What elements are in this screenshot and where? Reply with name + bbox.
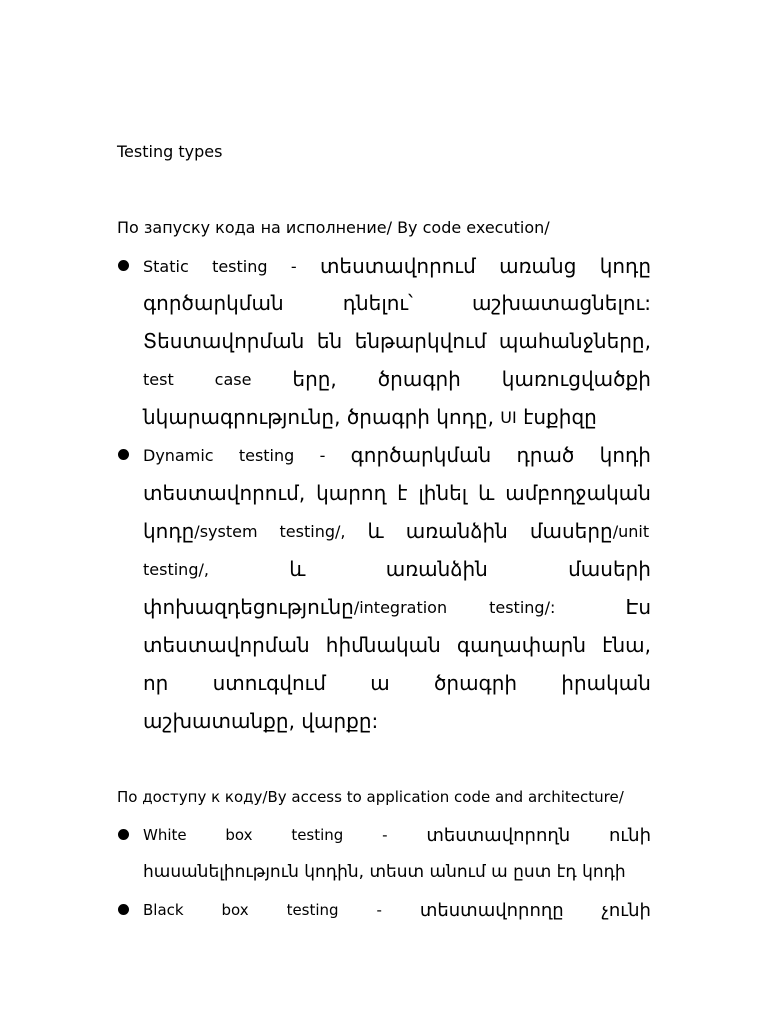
word: Black: [143, 901, 184, 919]
word: են: [316, 329, 343, 353]
word: testing/,: [143, 559, 209, 579]
word: և: [478, 481, 495, 505]
word: փոխազդեցությունը: [143, 595, 354, 619]
word: ստուգվում: [212, 671, 326, 695]
word: պահանջները,: [498, 329, 651, 353]
word: տեստավորում: [319, 254, 476, 278]
word: -: [376, 901, 382, 919]
bullet-dynamic-icon: [118, 449, 129, 460]
word: -: [382, 826, 388, 844]
static-line-3: [143, 326, 651, 356]
word: test: [143, 369, 174, 389]
word: Static: [143, 256, 189, 276]
dynamic-line-6: [143, 630, 651, 660]
word: կոդի: [599, 443, 651, 467]
word: ունի: [608, 824, 651, 846]
dynamic-line-4: [143, 554, 651, 584]
word: տեստավորողն: [426, 824, 571, 846]
word: երը,: [292, 367, 337, 391]
dynamic-line-3: [143, 516, 651, 546]
word: մասերը: [529, 519, 613, 543]
word: Տեստավորման: [143, 329, 305, 353]
word: /unit: [612, 521, 650, 541]
bullet-black-box-icon: [118, 904, 129, 915]
word: առանձին: [405, 519, 508, 543]
dynamic-line-2: [143, 478, 651, 508]
word: էսքիզը: [516, 405, 597, 429]
word: UI: [500, 407, 517, 427]
bullet-static-icon: [118, 260, 129, 271]
static-line-1: [143, 251, 651, 281]
word: լինել: [418, 481, 468, 505]
word: հիմնական: [325, 633, 441, 657]
word: box: [225, 826, 253, 844]
word: ամբողջական: [505, 481, 651, 505]
static-line-2: [143, 288, 651, 318]
word: և: [367, 519, 384, 543]
word: ա: [370, 671, 390, 695]
white-line-1: [143, 820, 651, 850]
word: կոդը: [143, 519, 195, 543]
word: դնելու՝: [342, 291, 413, 315]
word: կառուցվածքի: [501, 367, 651, 391]
word: մասերի: [568, 557, 651, 581]
static-line-5: [143, 402, 651, 432]
word: առանձին: [385, 557, 488, 581]
bullet-white-box-icon: [118, 829, 129, 840]
word: -: [319, 445, 326, 465]
word: աշխատացնելու:: [471, 291, 651, 315]
word: չունի: [601, 899, 651, 921]
section-heading-execution: По запуску кода на исполнение/ By code execution/: [117, 218, 550, 237]
word: testing: [212, 256, 268, 276]
word: ենթարկվում: [354, 329, 487, 353]
static-line-4: [143, 364, 651, 394]
word: testing: [286, 901, 339, 919]
word: գործարկման: [143, 291, 284, 315]
word: գործարկման: [350, 443, 492, 467]
word: էնա,: [602, 633, 651, 657]
word: կարող: [316, 481, 387, 505]
word: Էս: [625, 595, 651, 619]
dynamic-line-7: [143, 668, 651, 698]
word: տեստավորողը: [419, 899, 564, 921]
word: testing/:: [489, 597, 556, 617]
word: հասանելիություն կոդին, տեստ անում ա ըստ էդ կոդի: [143, 862, 626, 882]
word: տեստավորում,: [143, 481, 306, 505]
dynamic-line-1: [143, 440, 651, 470]
word: ծրագրի: [433, 671, 518, 695]
word: որ: [143, 671, 169, 695]
word: box: [221, 901, 249, 919]
word: case: [214, 369, 252, 389]
word: /integration: [353, 597, 448, 617]
black-line-1: [143, 895, 651, 925]
word: դրած: [516, 443, 575, 467]
word: առանց: [499, 254, 577, 278]
word: իրական: [561, 671, 651, 695]
word: testing/,: [279, 521, 346, 541]
word: տեստավորման: [143, 633, 310, 657]
word: նկարագրությունը, ծրագրի կոդը,: [143, 405, 501, 429]
word: Dynamic: [143, 445, 214, 465]
word: ծրագրի: [377, 367, 461, 391]
word: testing: [291, 826, 344, 844]
word: է: [397, 481, 408, 505]
white-line-2: [143, 857, 651, 887]
word: կոդը: [599, 254, 651, 278]
word: White: [143, 826, 187, 844]
word: testing: [238, 445, 295, 465]
dynamic-line-8: [143, 706, 651, 736]
word: և: [289, 557, 306, 581]
dynamic-line-5: [143, 592, 651, 622]
word: /system: [194, 521, 258, 541]
section-heading-access: По доступу к коду/By access to application code and architecture/: [117, 788, 624, 806]
word: աշխատանքը, վարքը:: [143, 709, 379, 733]
word: -: [290, 256, 297, 276]
word: գաղափարն: [456, 633, 587, 657]
document-title: Testing types: [117, 142, 223, 161]
